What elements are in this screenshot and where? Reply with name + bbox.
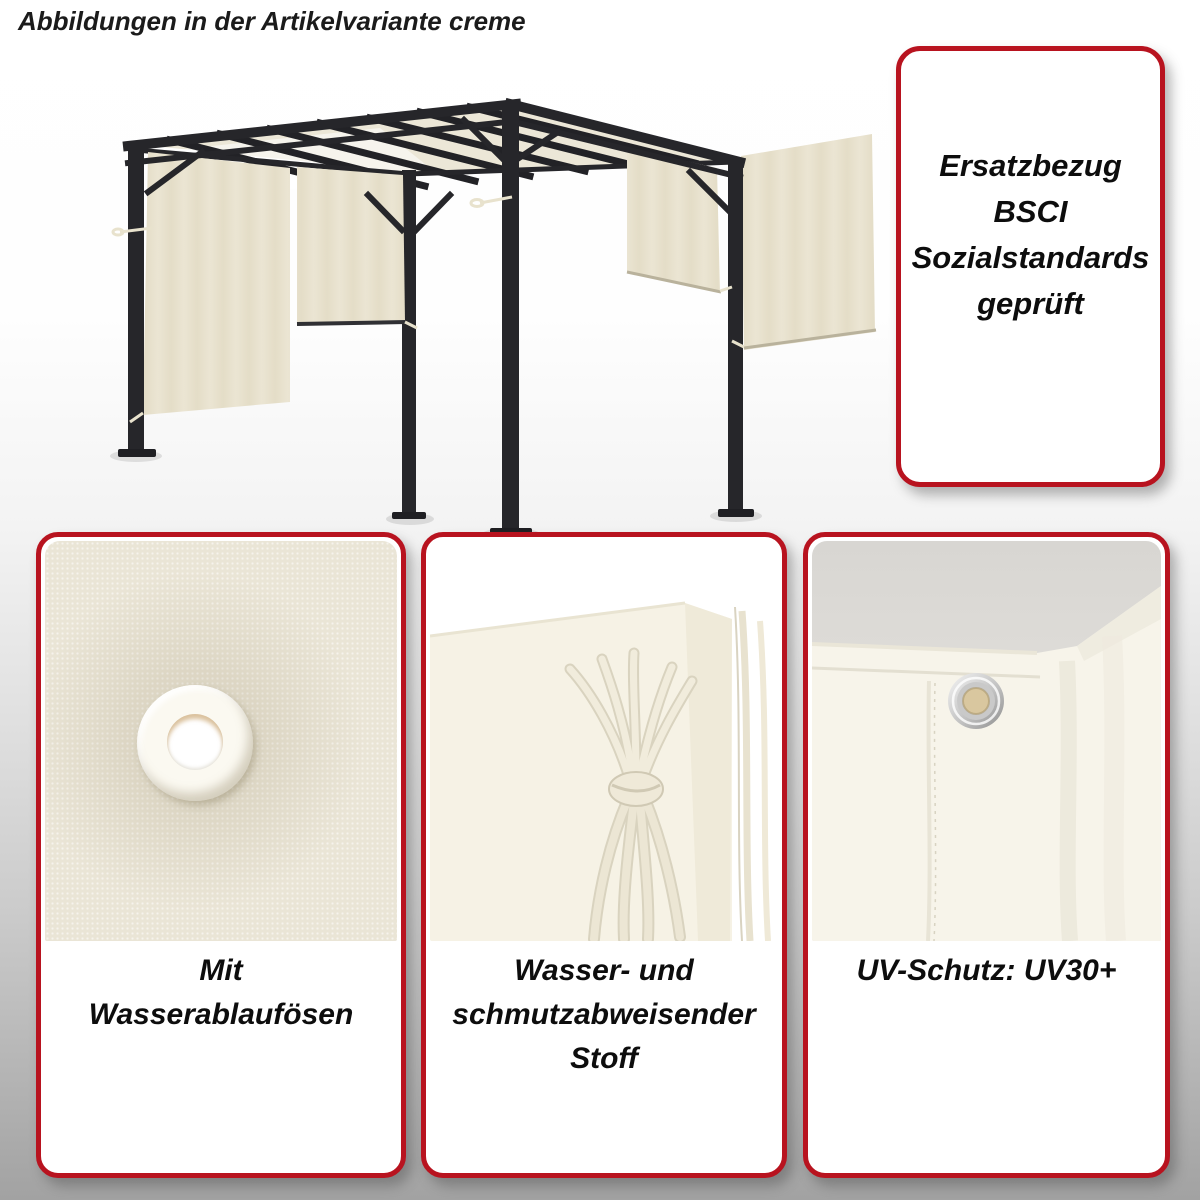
caption-line: schmutzabweisender: [452, 998, 756, 1031]
feature-caption: [430, 941, 778, 1081]
badge-line: Sozialstandards: [911, 240, 1150, 275]
badge-line: Ersatzbezug: [939, 148, 1122, 183]
badge-line: BSCI: [993, 194, 1068, 229]
feature-caption: [45, 941, 397, 1037]
product-photo-pergola: [80, 60, 880, 540]
badge-line: geprüft: [977, 286, 1084, 321]
feature-photo-grommet-corner: [812, 541, 1161, 941]
feature-card-fabric: [421, 532, 787, 1178]
caption-line: UV-Schutz: UV30+: [856, 954, 1117, 987]
feature-photo-eyelet: [45, 541, 397, 941]
pergola-illustration: [80, 60, 880, 540]
badge-bsci: [896, 46, 1165, 487]
page-title: Abbildungen in der Artikelvariante creme: [18, 6, 526, 36]
ground-shadows: [110, 450, 762, 540]
caption-line: Stoff: [570, 1042, 638, 1075]
eyelet-ring: [137, 685, 253, 801]
eyelet-hole: [167, 714, 223, 770]
caption-line: Wasserablaufösen: [88, 998, 354, 1031]
feature-caption: [812, 941, 1161, 993]
caption-line: Mit: [199, 954, 243, 987]
feature-photo-folded-fabric: [430, 541, 778, 941]
pergola-back-post: [402, 170, 416, 516]
caption-line: Wasser- und: [514, 954, 694, 987]
feature-card-uv: [803, 532, 1170, 1178]
feature-card-drain-eyelets: [36, 532, 406, 1178]
